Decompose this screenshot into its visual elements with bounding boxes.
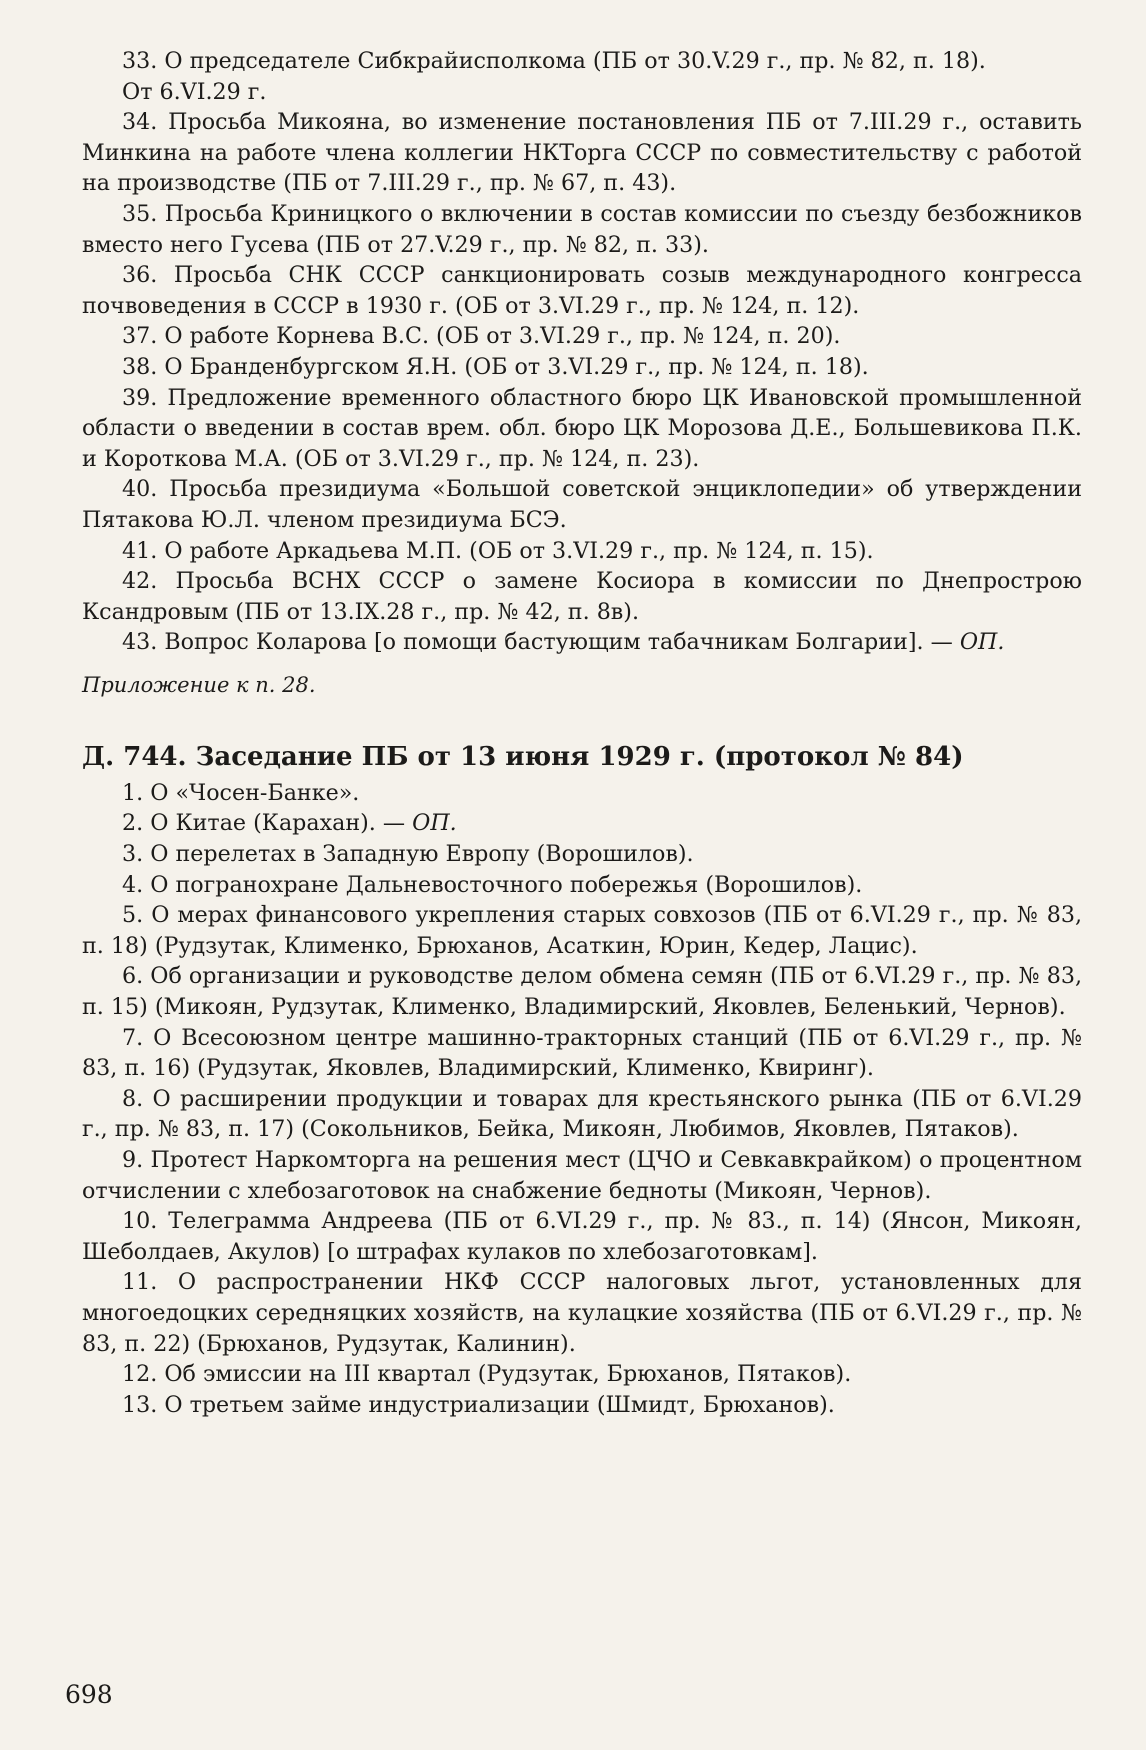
entry-35: 35. Просьба Криницкого о включении в состав комиссии по съезду безбожников вместо него Гусева (ПБ от 27.V.29 г., пр. № 82, п. 33).	[82, 200, 1082, 258]
item-8: 8. О расширении продукции и товарах для крестьянского рынка (ПБ от 6.VI.29 г., пр. № 83, п. 17) (Сокольников, Бейка, Микоян, Любимов, Яковлев, Пятаков).	[82, 1085, 1082, 1143]
item-1: 1. О «Чосен-Банке».	[122, 779, 360, 806]
entry-43-text: 43. Вопрос Коларова [о помощи бастующим табачникам Болгарии]. —	[122, 629, 953, 656]
entry-43-op: ОП.	[959, 629, 1005, 656]
date-subheading: От 6.VI.29 г.	[122, 78, 267, 105]
entry-37: 37. О работе Корнева В.С. (ОБ от 3.VI.29 г., пр. № 124, п. 20).	[122, 323, 841, 350]
entry-40: 40. Просьба президиума «Большой советской энциклопедии» об утверждении Пятакова Ю.Л. членом президиума БСЭ.	[82, 476, 1082, 533]
item-4: 4. О погранохране Дальневосточного побережья (Ворошилов).	[122, 871, 863, 898]
entry-42: 42. Просьба ВСНХ СССР о замене Косиора в комиссии по Днепрострою Ксандровым (ПБ от 13.IX.28 г., пр. № 42, п. 8в).	[82, 568, 1082, 625]
entry-36: 36. Просьба СНК СССР санкционировать созыв международного конгресса почвоведения в СССР в 1930 г. (ОБ от 3.VI.29 г., пр. № 124, п. 12).	[82, 262, 1082, 319]
entry-34: 34. Просьба Микояна, во изменение постановления ПБ от 7.III.29 г., оставить Минкина на работе члена коллегии НКТорга СССР по совместительству с работой на производстве (ПБ от 7.III.29 г., пр. № 67, п. 43).	[82, 109, 1082, 197]
entry-39: 39. Предложение временного областного бюро ЦК Ивановской промышленной области о введении в состав врем. обл. бюро ЦК Морозова Д.Е., Большевикова П.К. и Короткова М.А. (ОБ от 3.VI.29 г., пр. № 124, п. 23).	[82, 384, 1082, 472]
item-2	[82, 808, 1082, 839]
entry-41: 41. О работе Аркадьева М.П. (ОБ от 3.VI.29 г., пр. № 124, п. 15).	[122, 537, 874, 564]
item-2-op: ОП.	[412, 810, 457, 837]
page-number: 698	[65, 1680, 113, 1709]
item-10: 10. Телеграмма Андреева (ПБ от 6.VI.29 г., пр. № 83., п. 14) (Янсон, Микоян, Шеболдаев, Акулов) [о штрафах кулаков по хлебозаготовкам].	[82, 1208, 1082, 1265]
item-11: 11. О распространении НКФ СССР налоговых льгот, установленных для многоедоцких середняцких хозяйств, на кулацкие хозяйства (ПБ от 6.VI.29 г., пр. № 83, п. 22) (Брюханов, Рудзутак, Калинин).	[82, 1269, 1082, 1357]
text-column	[82, 46, 1082, 1420]
entry-43	[82, 627, 1082, 658]
entry-33: 33. О председателе Сибкрайисполкома (ПБ от 30.V.29 г., пр. № 82, п. 18).	[122, 48, 986, 74]
item-13: 13. О третьем займе индустриализации (Шмидт, Брюханов).	[122, 1391, 835, 1418]
item-9: 9. Протест Наркомторга на решения мест (ЦЧО и Севкавкрайком) о процентном отчислении с хлебозаготовок на снабжение бедноты (Микоян, Чернов).	[82, 1147, 1082, 1204]
item-2-text: 2. О Китае (Карахан). —	[122, 810, 406, 837]
item-5: 5. О мерах финансового укрепления старых совхозов (ПБ от 6.VI.29 г., пр. № 83, п. 18) (Рудзутак, Клименко, Брюханов, Асаткин, Юрин, Кедер, Лацис).	[82, 902, 1082, 959]
item-6: 6. Об организации и руководстве делом обмена семян (ПБ от 6.VI.29 г., пр. № 83, п. 15) (Микоян, Рудзутак, Клименко, Владимирский, Яковлев, Беленький, Чернов).	[82, 963, 1082, 1021]
item-3: 3. О перелетах в Западную Европу (Ворошилов).	[122, 841, 694, 868]
entry-38: 38. О Бранденбургском Я.Н. (ОБ от 3.VI.29 г., пр. № 124, п. 18).	[122, 353, 869, 380]
item-7: 7. О Всесоюзном центре машинно-тракторных станций (ПБ от 6.VI.29 г., пр. № 83, п. 16) (Рудзутак, Яковлев, Владимирский, Клименко, Квиринг).	[82, 1024, 1082, 1082]
document-heading: Д. 744. Заседание ПБ от 13 июня 1929 г. (протокол № 84)	[82, 741, 964, 772]
item-12: 12. Об эмиссии на III квартал (Рудзутак, Брюханов, Пятаков).	[122, 1361, 852, 1388]
appendix-note: Приложение к п. 28.	[82, 672, 316, 697]
